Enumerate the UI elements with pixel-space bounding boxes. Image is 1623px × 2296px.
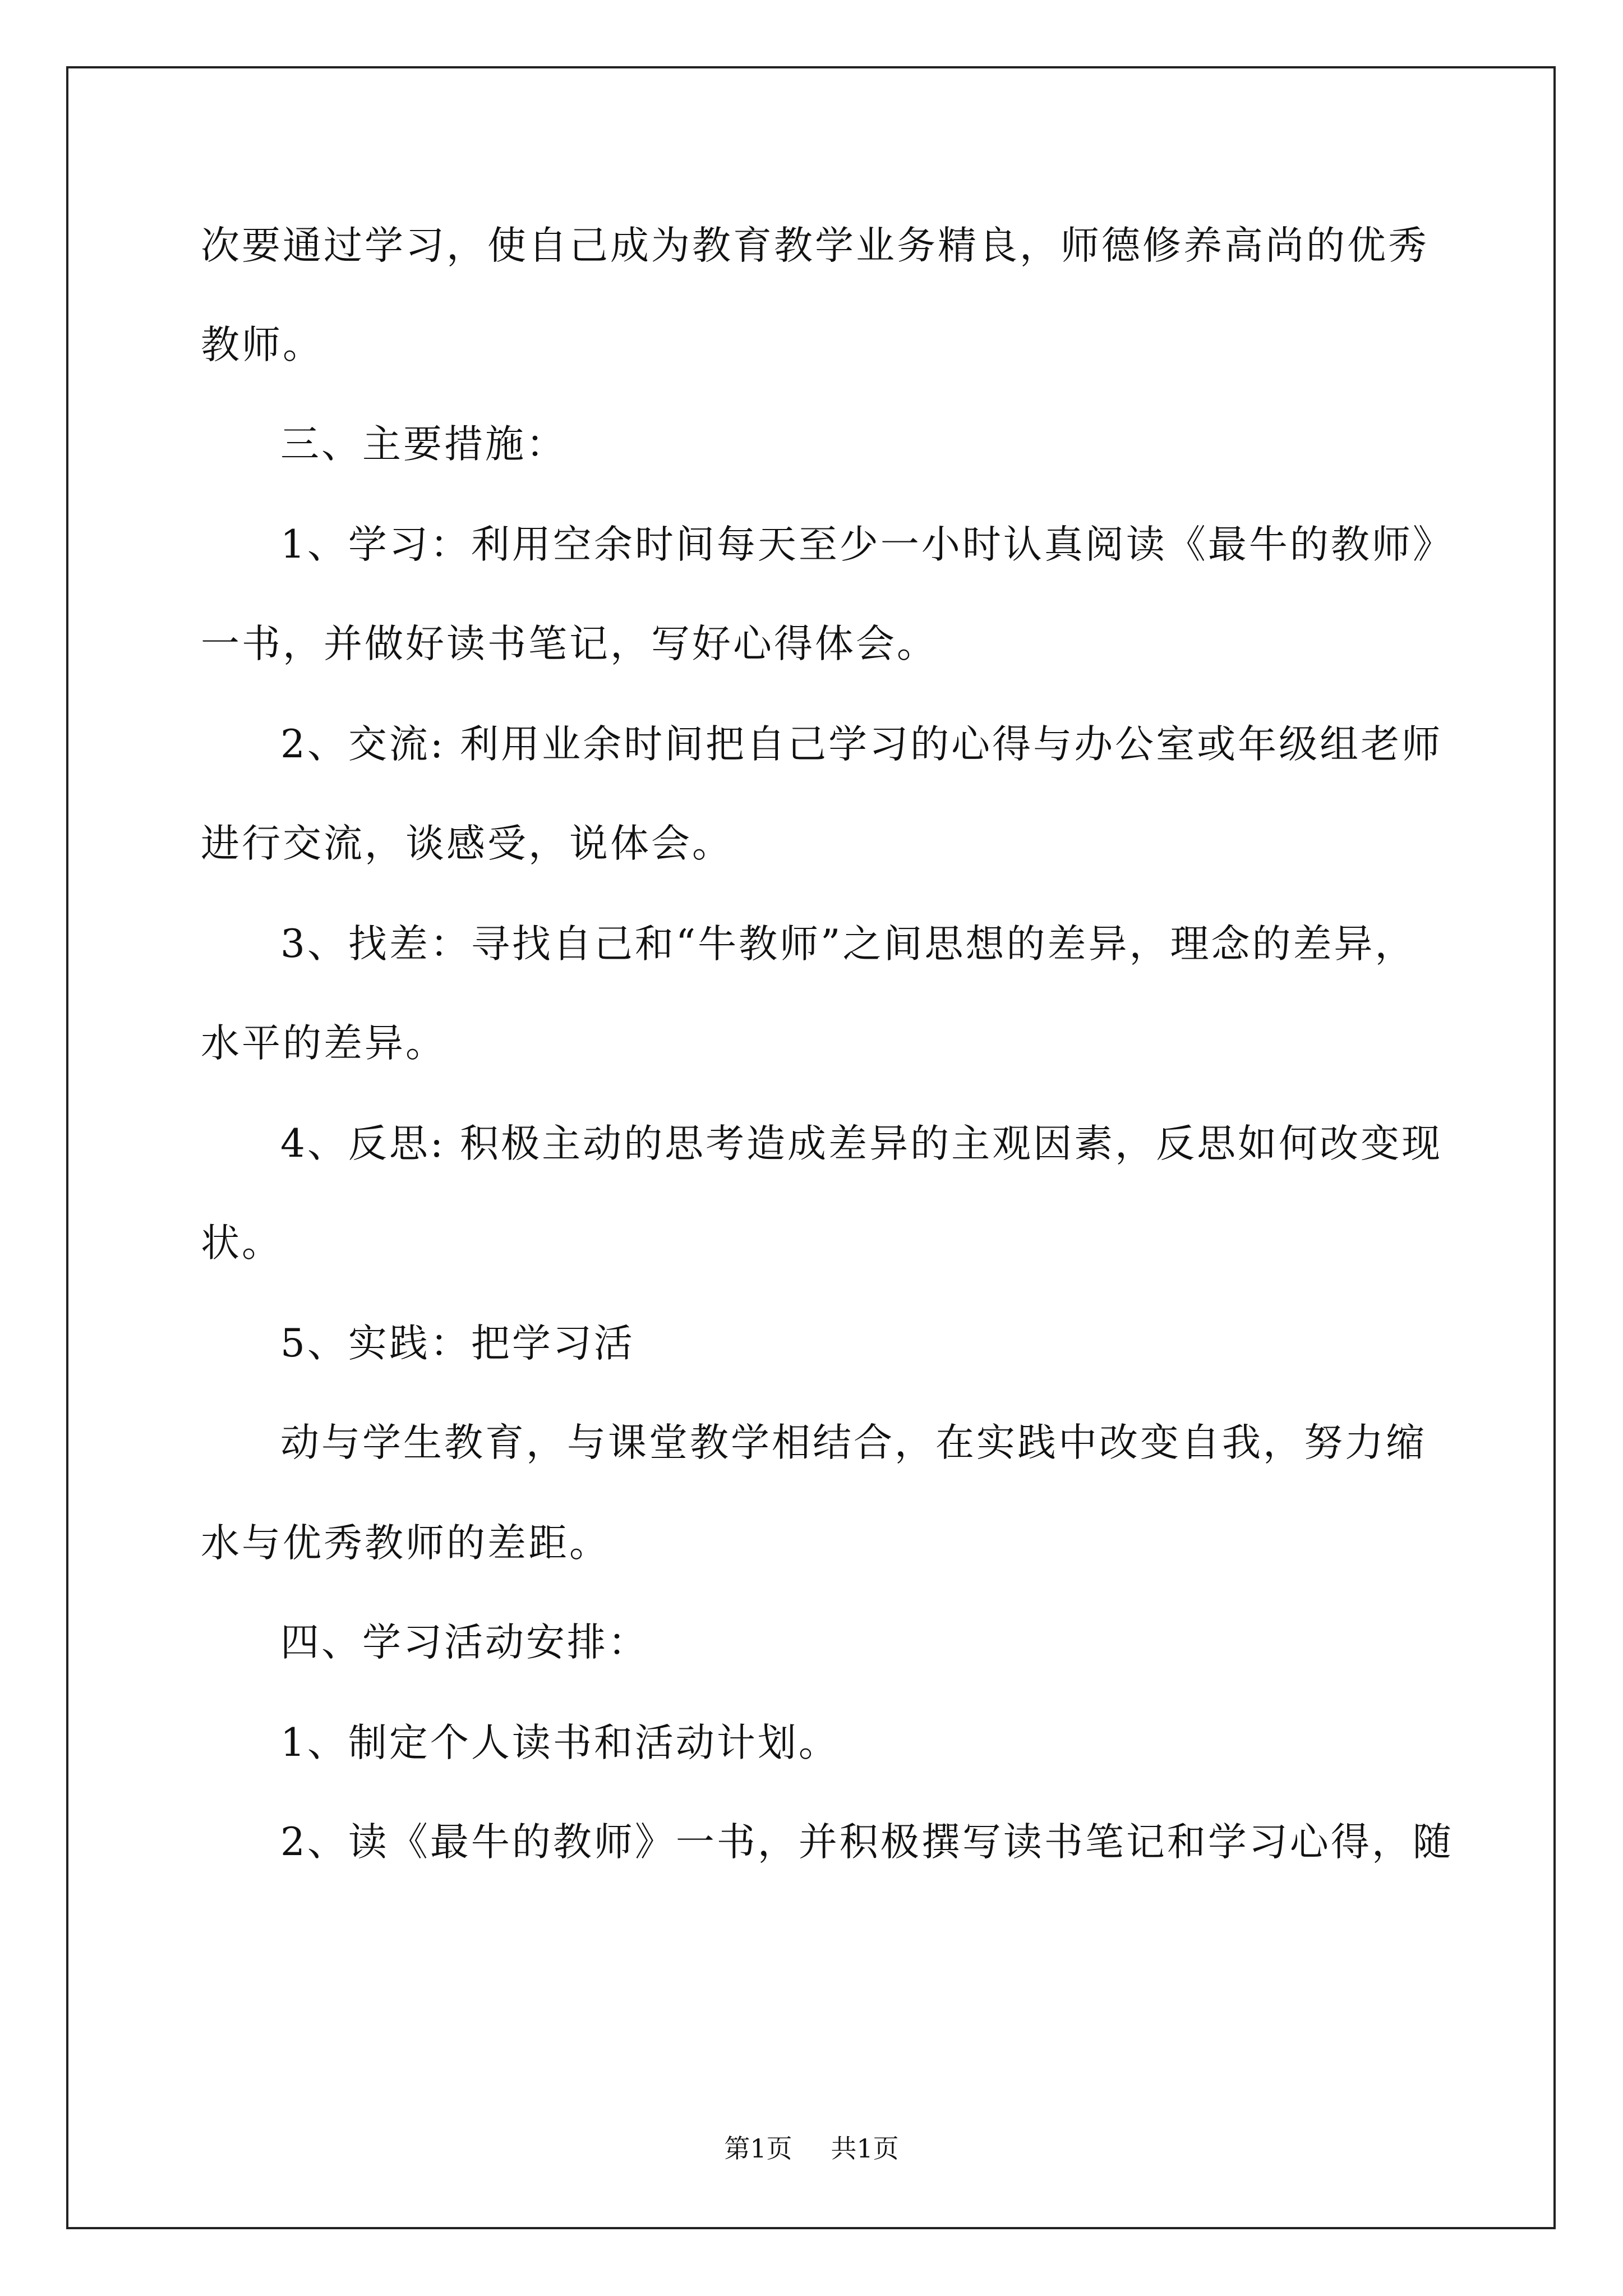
page-total: 共1页 <box>831 2133 899 2164</box>
paragraph-line: 进行交流，谈感受，说体会。 <box>201 821 733 866</box>
list-item: 1、制定个人读书和活动计划。 <box>280 1720 840 1765</box>
list-item: 2、交流: 利用业余时间把自己学习的心得与办公室或年级组老师 <box>280 722 1443 767</box>
page-number: 第1页 <box>724 2133 792 2164</box>
list-item: 1、学习：利用空余时间每天至少一小时认真阅读《最牛的教师》 <box>280 522 1454 567</box>
list-item: 3、找差：寻找自己和“牛教师”之间思想的差异，理念的差异， <box>280 922 1416 967</box>
list-item: 4、反思: 积极主动的思考造成差异的主观因素，反思如何改变现 <box>280 1121 1443 1166</box>
list-item: 2、读《最牛的教师》一书，并积极撰写读书笔记和学习心得，随 <box>280 1820 1454 1865</box>
section-heading: 四、学习活动安排： <box>280 1620 649 1665</box>
paragraph-line: 次要通过学习，使自己成为教育教学业务精良，师德修养高尚的优秀 <box>201 223 1429 268</box>
paragraph-line: 动与学生教育，与课堂教学相结合，在实践中改变自我，努力缩 <box>280 1420 1427 1465</box>
paragraph-line: 水与优秀教师的差距。 <box>201 1521 610 1566</box>
page-footer <box>0 2132 1623 2165</box>
paragraph-line: 水平的差异。 <box>201 1021 446 1066</box>
paragraph-line: 教师。 <box>201 323 324 367</box>
section-heading: 三、主要措施： <box>280 422 567 467</box>
paragraph-line: 状。 <box>201 1221 283 1266</box>
list-item: 5、实践：把学习活 <box>280 1321 635 1366</box>
paragraph-line: 一书，并做好读书笔记，写好心得体会。 <box>201 622 938 666</box>
